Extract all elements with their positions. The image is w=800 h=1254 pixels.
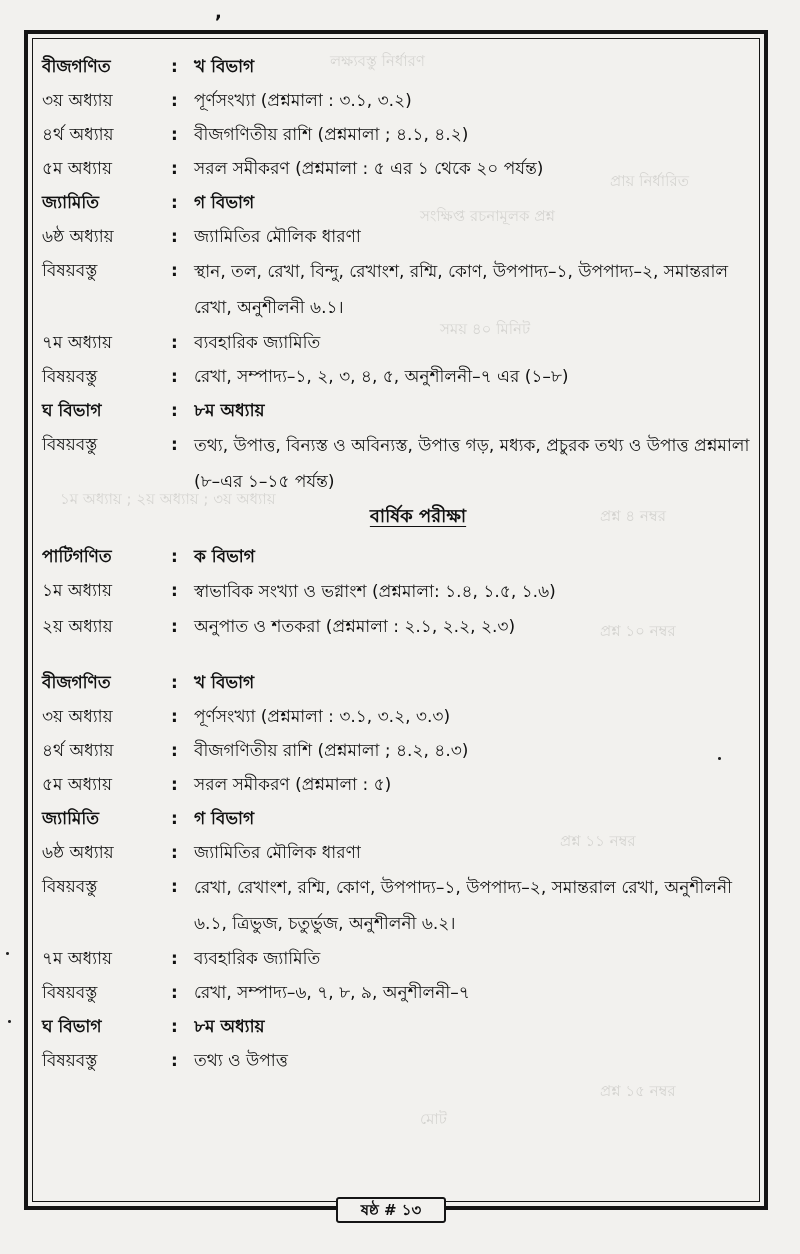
colon-separator: : (171, 125, 178, 145)
syllabus-row (42, 50, 754, 84)
colon-separator: : (171, 227, 178, 247)
row-label: ঘ বিভাগ (42, 1017, 102, 1037)
row-value: রেখা, রেখাংশ, রশ্মি, কোণ, উপপাদ্য–১, উপপাদ্য–২, সমান্তরাল রেখা, অনুশীলনী ৬.১, ত্রিভুজ, চতুর্ভুজ, অনুশীলনী ৬.২। (194, 878, 732, 934)
syllabus-row (42, 610, 754, 644)
row-value: স্থান, তল, রেখা, বিন্দু, রেখাংশ, রশ্মি, কোণ, উপপাদ্য–১, উপপাদ্য–২, সমান্তরাল রেখা, অনুশীলনী ৬.১। (194, 262, 729, 318)
colon-separator: : (171, 367, 178, 387)
bleed-through-text: সময় ৪০ মিনিট (440, 320, 531, 338)
bleed-through-text: প্রশ্ন ৪ নম্বর (600, 507, 666, 525)
syllabus-part-2a (42, 540, 754, 644)
colon-separator: : (171, 877, 178, 897)
colon-separator: : (171, 193, 178, 213)
colon-separator: : (171, 949, 178, 969)
syllabus-row (42, 976, 754, 1010)
row-value: তথ্য ও উপাত্ত (194, 1051, 288, 1071)
bleed-through-text: প্রশ্ন ১১ নম্বর (560, 832, 636, 850)
colon-separator: : (171, 1017, 178, 1037)
row-value: ৮ম অধ্যায় (194, 401, 265, 421)
row-label: বিষয়বস্তু (42, 435, 98, 455)
syllabus-row (42, 802, 754, 836)
row-value: বীজগণিতীয় রাশি (প্রশ্নমালা ; ৪.২, ৪.৩) (194, 741, 469, 761)
speck (8, 1020, 11, 1023)
bleed-through-text: প্রায় নির্ধারিত (610, 172, 689, 190)
row-label: ৭ম অধ্যায় (42, 949, 113, 969)
bleed-through-text: প্রশ্ন ১৫ নম্বর (600, 1082, 676, 1100)
row-label: পাটিগণিত (42, 547, 112, 567)
syllabus-row (42, 942, 754, 976)
syllabus-row (42, 734, 754, 768)
syllabus-row (42, 1044, 754, 1078)
row-value: জ্যামিতির মৌলিক ধারণা (194, 227, 361, 247)
row-value: পূর্ণসংখ্যা (প্রশ্নমালা : ৩.১, ৩.২) (194, 91, 412, 111)
row-label: ৪র্থ অধ্যায় (42, 741, 114, 761)
colon-separator: : (171, 741, 178, 761)
bleed-through-text: লক্ষ্যবস্তু নির্ধারণ (330, 52, 425, 70)
syllabus-row (42, 768, 754, 802)
annual-exam-heading: বার্ষিক পরীক্ষা (369, 506, 467, 527)
colon-separator: : (171, 843, 178, 863)
row-label: ৩য় অধ্যায় (42, 91, 113, 111)
syllabus-row (42, 186, 754, 220)
row-value: সরল সমীকরণ (প্রশ্নমালা : ৫ এর ১ থেকে ২০ পর্যন্ত) (194, 159, 544, 179)
row-label: বিষয়বস্তু (42, 983, 98, 1003)
row-value: ব্যবহারিক জ্যামিতি (194, 333, 321, 353)
row-value: গ বিভাগ (194, 809, 255, 829)
row-value: খ বিভাগ (194, 673, 255, 693)
row-label: ৬ষ্ঠ অধ্যায় (42, 227, 114, 247)
row-label: ৭ম অধ্যায় (42, 333, 113, 353)
colon-separator: : (171, 57, 178, 77)
syllabus-row (42, 326, 754, 360)
row-value: স্বাভাবিক সংখ্যা ও ভগ্নাংশ (প্রশ্নমালা: ১.৪, ১.৫, ১.৬) (194, 582, 556, 602)
row-label: বিষয়বস্তু (42, 367, 98, 387)
section-gap (42, 644, 754, 666)
row-value: অনুপাত ও শতকরা (প্রশ্নমালা : ২.১, ২.২, ২.৩) (194, 617, 516, 637)
colon-separator: : (171, 707, 178, 727)
page-number: ষষ্ঠ # ১৩ (336, 1197, 446, 1223)
syllabus-part-1 (42, 50, 754, 500)
row-label: ৬ষ্ঠ অধ্যায় (42, 843, 114, 863)
row-value: গ বিভাগ (194, 193, 255, 213)
colon-separator: : (171, 775, 178, 795)
colon-separator: : (171, 617, 178, 637)
stray-mark: , (215, 2, 222, 23)
row-value: তথ্য, উপাত্ত, বিন্যস্ত ও অবিন্যস্ত, উপাত্ত গড়, মধ্যক, প্রচুরক তথ্য ও উপাত্ত প্রশ্নমালা (৮–এর ১–১৫ পর্যন্ত) (194, 436, 750, 492)
row-label: ৫ম অধ্যায় (42, 775, 112, 795)
bleed-through-text: ১ম অধ্যায় ; ২য় অধ্যায় ; ৩য় অধ্যায় (60, 490, 276, 508)
row-label: ৩য় অধ্যায় (42, 707, 113, 727)
row-label: জ্যামিতি (42, 809, 99, 829)
syllabus-row (42, 84, 754, 118)
row-label: বিষয়বস্তু (42, 261, 98, 281)
row-value: ক বিভাগ (194, 547, 255, 567)
row-value: ৮ম অধ্যায় (194, 1017, 265, 1037)
syllabus-row (42, 574, 754, 610)
syllabus-part-2b (42, 666, 754, 1078)
colon-separator: : (171, 809, 178, 829)
row-value: জ্যামিতির মৌলিক ধারণা (194, 843, 361, 863)
row-label: ২য় অধ্যায় (42, 617, 113, 637)
syllabus-row (42, 540, 754, 574)
row-label: জ্যামিতি (42, 193, 99, 213)
syllabus-row (42, 1010, 754, 1044)
bleed-through-text: প্রশ্ন ১০ নম্বর (600, 622, 676, 640)
colon-separator: : (171, 91, 178, 111)
row-label: ঘ বিভাগ (42, 401, 102, 421)
syllabus-row (42, 428, 754, 500)
row-value: বীজগণিতীয় রাশি (প্রশ্নমালা ; ৪.১, ৪.২) (194, 125, 469, 145)
syllabus-row (42, 394, 754, 428)
colon-separator: : (171, 401, 178, 421)
colon-separator: : (171, 261, 178, 281)
row-label: বিষয়বস্তু (42, 1051, 98, 1071)
speck (6, 952, 9, 955)
annual-exam-heading-row (42, 500, 754, 540)
row-value: রেখা, সম্পাদ্য–৬, ৭, ৮, ৯, অনুশীলনী–৭ (194, 983, 470, 1003)
row-label: বীজগণিত (42, 673, 111, 693)
colon-separator: : (171, 159, 178, 179)
syllabus-row (42, 700, 754, 734)
syllabus-row (42, 254, 754, 326)
row-label: ৪র্থ অধ্যায় (42, 125, 114, 145)
syllabus-row (42, 666, 754, 700)
bleed-through-text: সংক্ষিপ্ত রচনামূলক প্রশ্ন (420, 207, 555, 225)
colon-separator: : (171, 333, 178, 353)
colon-separator: : (171, 435, 178, 455)
colon-separator: : (171, 673, 178, 693)
row-label: বীজগণিত (42, 57, 111, 77)
row-value: সরল সমীকরণ (প্রশ্নমালা : ৫) (194, 775, 392, 795)
colon-separator: : (171, 547, 178, 567)
bleed-through-text: মোট (420, 1110, 447, 1128)
syllabus-row (42, 836, 754, 870)
row-value: রেখা, সম্পাদ্য–১, ২, ৩, ৪, ৫, অনুশীলনী–৭ এর (১–৮) (194, 367, 569, 387)
syllabus-row (42, 870, 754, 942)
row-value: খ বিভাগ (194, 57, 255, 77)
syllabus-row (42, 220, 754, 254)
row-label: ৫ম অধ্যায় (42, 159, 112, 179)
row-label: বিষয়বস্তু (42, 877, 98, 897)
row-value: ব্যবহারিক জ্যামিতি (194, 949, 321, 969)
row-label: ১ম অধ্যায় (42, 581, 112, 601)
colon-separator: : (171, 581, 178, 601)
syllabus-row (42, 360, 754, 394)
row-value: পূর্ণসংখ্যা (প্রশ্নমালা : ৩.১, ৩.২, ৩.৩) (194, 707, 451, 727)
colon-separator: : (171, 983, 178, 1003)
colon-separator: : (171, 1051, 178, 1071)
syllabus-row (42, 152, 754, 186)
syllabus-row (42, 118, 754, 152)
syllabus-content (42, 50, 754, 1078)
